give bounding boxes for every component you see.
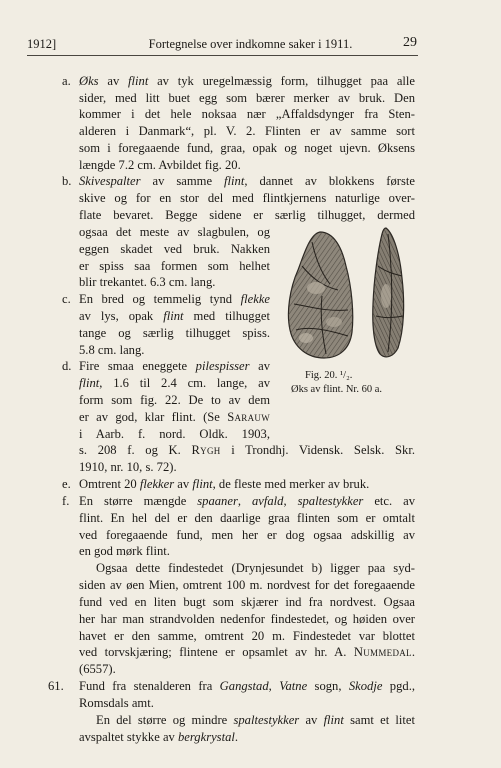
item-61-line-4: avspaltet stykke av bergkrystal. <box>79 730 239 744</box>
item-d-line-4: er av god, klar flint. (Se Sarauw <box>79 410 270 424</box>
item-f-line-3: ved foregaaende fund, men her er dog ogsaa adskillig av <box>79 528 415 542</box>
item-c-line-4: 5.8 cm. lang. <box>79 343 145 357</box>
item-b-line-4: ogsaa det meste av slagbulen, og <box>79 225 270 239</box>
item-e-text: Omtrent 20 flekker av flint, de fleste med merker av bruk. <box>79 477 370 491</box>
item-c-line-3: tange og særlig tilhugget spiss. <box>79 326 270 340</box>
item-a-line-6: længde 7.2 cm. Avbildet fig. 20. <box>79 158 241 172</box>
para-line-6: ved torvskjæring; flintene er opsamlet av hr. A. Nummedal. <box>79 645 415 659</box>
item-label-d: d. <box>62 359 72 373</box>
item-f-line-1: En større mængde spaaner, avfald, spaltestykker etc. av <box>79 494 416 508</box>
para-line-7: (6557). <box>79 662 116 676</box>
figure-caption-number: Fig. 20. ¹/₂. <box>305 370 353 381</box>
figure-caption-description: Øks av flint. Nr. 60 a. <box>291 384 382 395</box>
item-c-line-1: En bred og temmelig tynd flekke <box>79 292 270 306</box>
item-b-line-5: eggen skadet ved bruk. Nakken <box>79 242 270 256</box>
item-d-line-2: flint, 1.6 til 2.4 cm. lange, av <box>79 376 270 390</box>
item-a-line-4: alderen i Danmark“, pl. V. 2. Flinten er av samme sort <box>79 124 415 138</box>
para-line-3: fund ved en liten bugt som skjærer ind fra nordvest. Ogsaa <box>79 595 415 609</box>
item-d-line-6: s. 208 f. og K. Rygh i Trondhj. Vidensk. Selsk. Skr. <box>79 443 415 457</box>
item-b-line-7: blir trekantet. 6.3 cm. lang. <box>79 275 216 289</box>
item-61-line-2: Romsdals amt. <box>79 696 154 710</box>
item-label-61: 61. <box>48 679 64 693</box>
item-a-line-2: sider, med litt buet egg som bærer merker av bruk. Den <box>79 91 415 105</box>
para-line-4: her har man strandvolden nedenfor findestedet, og høiden over <box>79 612 415 626</box>
item-d-line-7: 1910, nr. 10, s. 72). <box>79 460 177 474</box>
item-b-line-3: flate bevaret. Begge sidene er særlig tilhugget, dermed <box>79 208 415 222</box>
item-label-c: c. <box>62 292 71 306</box>
axe-front-view <box>288 232 352 358</box>
header-year: 1912] <box>27 37 57 51</box>
flint-axe-illustration <box>282 226 417 362</box>
item-61-line-3: En del større og mindre spaltestykker av flint samt et litet <box>96 713 416 727</box>
running-title: Fortegnelse over indkomne saker i 1911. <box>148 37 353 51</box>
header-rule <box>27 55 418 56</box>
item-b-line-2: skive og for en stor del med flintkjernens naturlige over- <box>79 191 415 205</box>
item-d-line-3: form som fig. 22. De to av dem <box>79 393 270 407</box>
para-line-5: havet er den samme, omtrent 20 m. Findestedet var blottet <box>79 629 415 643</box>
item-b-line-1: Skivespalter av samme flint, dannet av blokkens første <box>79 174 415 188</box>
item-f-line-4: en god mørk flint. <box>79 544 170 558</box>
axe-side-view <box>373 228 404 357</box>
item-label-f: f. <box>62 494 70 508</box>
para-line-2: siden av øen Mien, omtrent 100 m. nordvest for det foregaaende <box>79 578 415 592</box>
item-a-line-5: som i foregaaende fund, graa, opak og noget ujevn. Øksens <box>79 141 415 155</box>
item-label-b: b. <box>62 174 72 188</box>
item-61-line-1: Fund fra stenalderen fra Gangstad, Vatne sogn, Skodje pgd., <box>79 679 415 693</box>
item-d-line-5: i Aarb. f. nord. Oldk. 1903, <box>79 427 270 441</box>
item-label-e: e. <box>62 477 71 491</box>
page-number: 29 <box>403 35 417 50</box>
item-a-line-3: kommer i det hele noksaa nær „Affaldsdynger fra Sten- <box>79 107 415 121</box>
item-label-a: a. <box>62 74 71 88</box>
item-d-line-1: Fire smaa eneggete pilespisser av <box>79 359 270 373</box>
item-a-line-1: Øks av flint av tyk uregelmæssig form, tilhugget paa alle <box>79 74 415 88</box>
item-c-line-2: av lys, opak flint med tilhugget <box>79 309 270 323</box>
item-b-line-6: er spiss saa formen som helhet <box>79 259 270 273</box>
item-f-line-2: flint. En hel del er den daarlige graa flinten som er omtalt <box>79 511 415 525</box>
para-line-1: Ogsaa dette findestedet (Drynjesundet b) ligger paa syd- <box>96 561 415 575</box>
